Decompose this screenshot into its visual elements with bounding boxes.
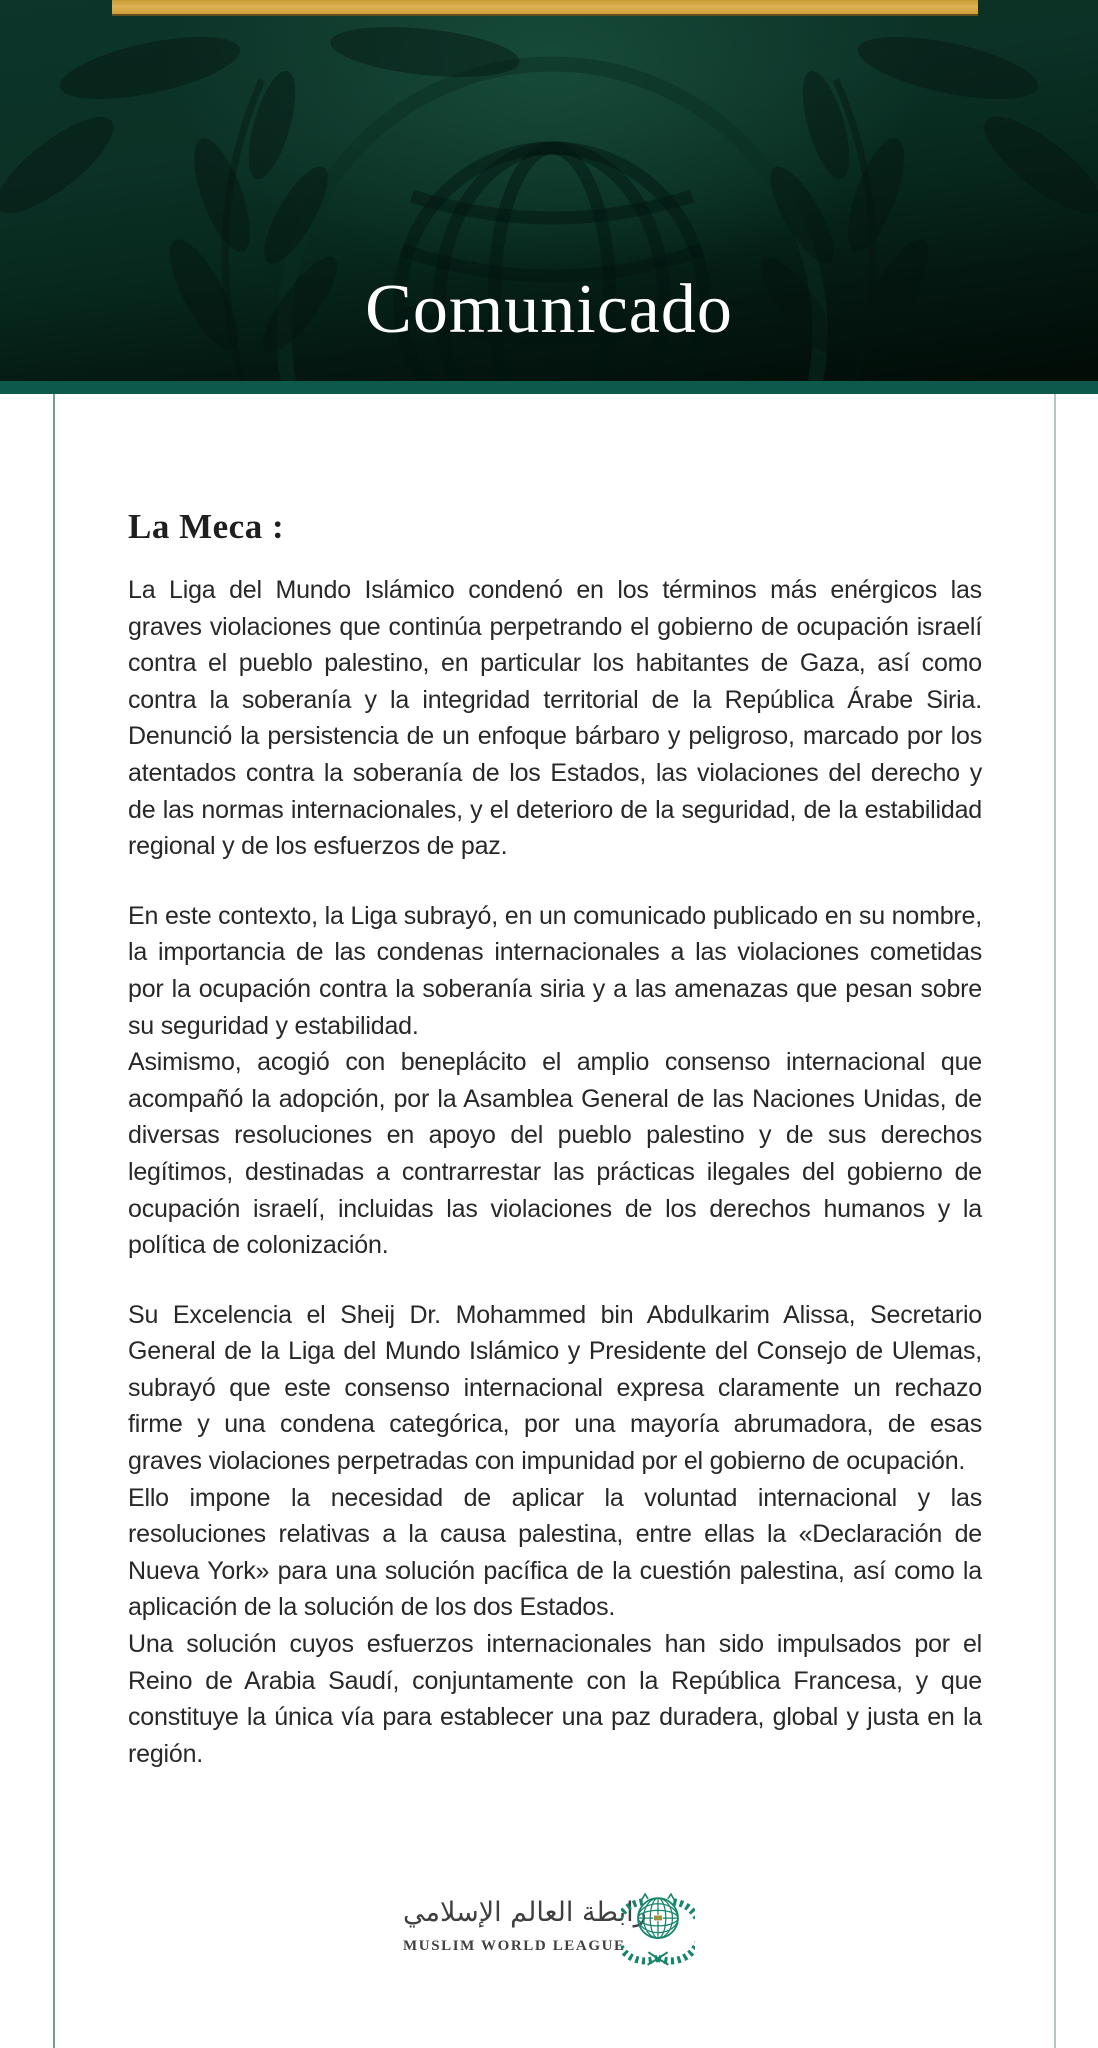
article-paragraph: En este contexto, la Liga subrayó, en un comunicado publicado en su nombre, la importancia de las condenas internacionales a las violaciones cometidas por la ocupación contra la soberanía siria y a las amenazas que pesan sobre su seguridad y estabilidad. (128, 901, 982, 1040)
article-paragraph: Asimismo, acogió con beneplácito el amplio consenso internacional que acompañó la adopción, por la Asamblea General de las Naciones Unidas, de diversas resoluciones en apoyo del pueblo palestino y de sus derechos legítimos, destinadas a contrarrestar las prácticas ilegales del gobierno de ocupación israelí, incluidas las violaciones de los derechos humanos y la política de colonización. (128, 1048, 982, 1260)
article-body (128, 572, 982, 1772)
mwl-latin-wordmark: MUSLIM WORLD LEAGUE (403, 1938, 626, 1954)
dateline-heading: La Meca : (128, 507, 285, 546)
emblem-center-block (654, 1915, 663, 1921)
article-paragraph: Su Excelencia el Sheij Dr. Mohammed bin Abdulkarim Alissa, Secretario General de la Liga del Mundo Islámico y Presidente del Consejo de Ulemas, subrayó que este consenso internacional expresa claramente un rechazo firme y una condena categórica, por una mayoría abrumadora, de esas graves violaciones perpetradas con impunidad por el gobierno de ocupación. (128, 1300, 982, 1476)
left-vertical-rule (53, 394, 55, 2048)
mwl-arabic-wordmark: رابطة العالم الإسلامي (403, 1897, 647, 1928)
mwl-logo (0, 1890, 1098, 1967)
gold-accent-bar (112, 0, 978, 16)
page-title: Comunicado (365, 271, 733, 348)
header-banner (0, 0, 1098, 381)
teal-divider-band (0, 381, 1098, 394)
article-paragraph: La Liga del Mundo Islámico condenó en los términos más enérgicos las graves violaciones que continúa perpetrando el gobierno de ocupación israelí contra el pueblo palestino, en particular los habitantes de Gaza, así como contra la soberanía y la integridad territorial de la República Árabe Siria. Denunció la persistencia de un enfoque bárbaro y peligroso, marcado por los atentados contra la soberanía de los Estados, las violaciones del derecho y de las normas internacionales, y el deterioro de la seguridad, de la estabilidad regional y de los esfuerzos de paz. (128, 576, 982, 861)
globe-laurel-emblem-icon (621, 1890, 695, 1967)
article-paragraph: Ello impone la necesidad de aplicar la voluntad internacional y las resoluciones relativas a la causa palestina, entre ellas la «Declaración de Nueva York» para una solución pacífica de la cuestión palestina, así como la aplicación de la solución de los dos Estados. (128, 1483, 982, 1622)
mwl-logo-text (403, 1890, 647, 1955)
article-paragraph: Una solución cuyos esfuerzos internacionales han sido impulsados por el Reino de Arabia Saudí, conjuntamente con la República Francesa, y que constituye la única vía para establecer una paz duradera, global y justa en la región. (128, 1630, 982, 1768)
right-vertical-rule (1054, 394, 1056, 2048)
